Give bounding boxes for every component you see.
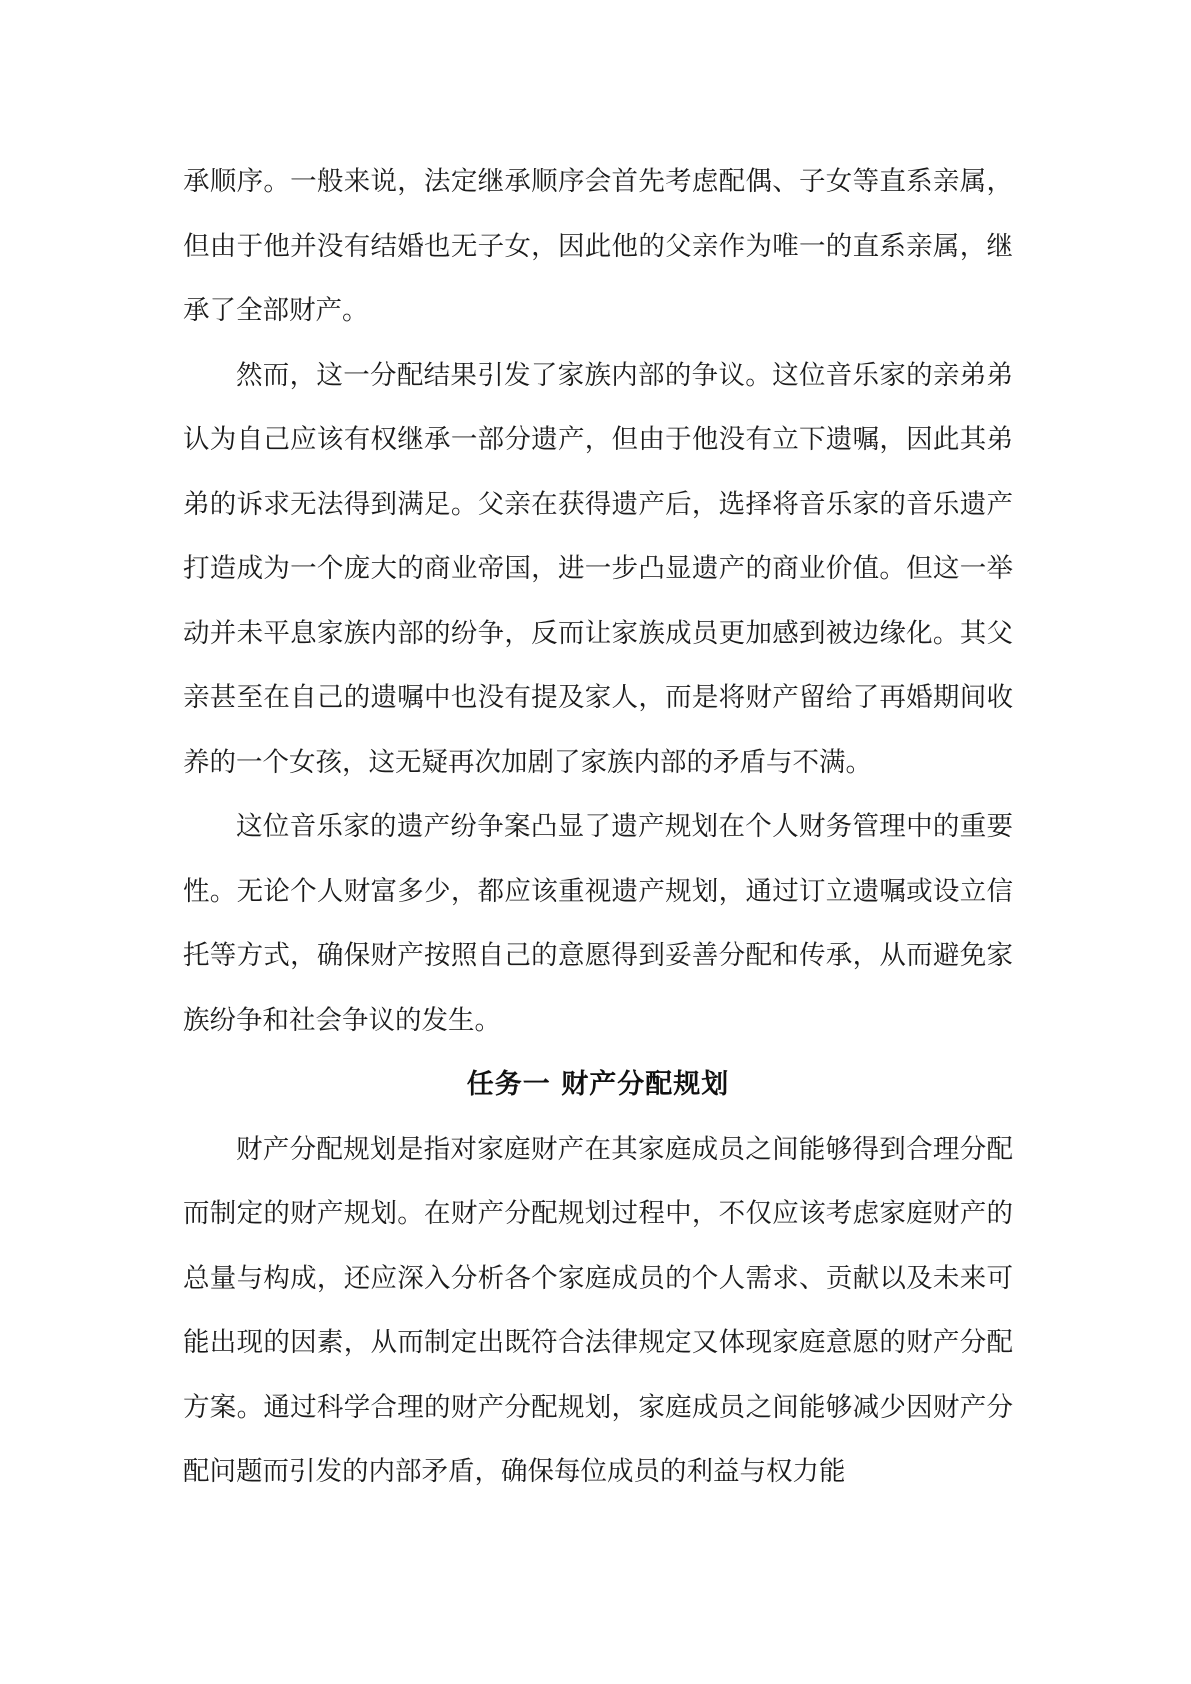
paragraph-estate-planning-importance: 这位音乐家的遗产纷争案凸显了遗产规划在个人财务管理中的重要性。无论个人财富多少，都应该重视遗产规划，通过订立遗嘱或设立信托等方式，确保财产按照自己的意愿得到妥善分配和传承，从而避免家族纷争和社会争议的发生。 bbox=[183, 811, 1013, 1036]
section-heading: 任务一 财产分配规划 bbox=[466, 1069, 730, 1100]
paragraph-continuation: 承顺序。一般来说，法定继承顺序会首先考虑配偶、子女等直系亲属，但由于他并没有结婚也无子女，因此他的父亲作为唯一的直系亲属，继承了全部财产。 bbox=[183, 166, 1013, 326]
paragraph-property-distribution: 财产分配规划是指对家庭财产在其家庭成员之间能够得到合理分配而制定的财产规划。在财产分配规划过程中，不仅应该考虑家庭财产的总量与构成，还应深入分析各个家庭成员的个人需求、贡献以及未来可能出现的因素，从而制定出既符合法律规定又体现家庭意愿的财产分配方案。通过科学合理的财产分配规划，家庭成员之间能够减少因财产分配问题而引发的内部矛盾，确保每位成员的利益与权力能 bbox=[183, 1133, 1013, 1487]
document-body bbox=[183, 150, 1013, 1505]
paragraph-family-dispute: 然而，这一分配结果引发了家族内部的争议。这位音乐家的亲弟弟认为自己应该有权继承一部分遗产，但由于他没有立下遗嘱，因此其弟弟的诉求无法得到满足。父亲在获得遗产后，选择将音乐家的音乐遗产打造成为一个庞大的商业帝国，进一步凸显遗产的商业价值。但这一举动并未平息家族内部的纷争，反而让家族成员更加感到被边缘化。其父亲甚至在自己的遗嘱中也没有提及家人，而是将财产留给了再婚期间收养的一个女孩，这无疑再次加剧了家族内部的矛盾与不满。 bbox=[183, 359, 1013, 778]
